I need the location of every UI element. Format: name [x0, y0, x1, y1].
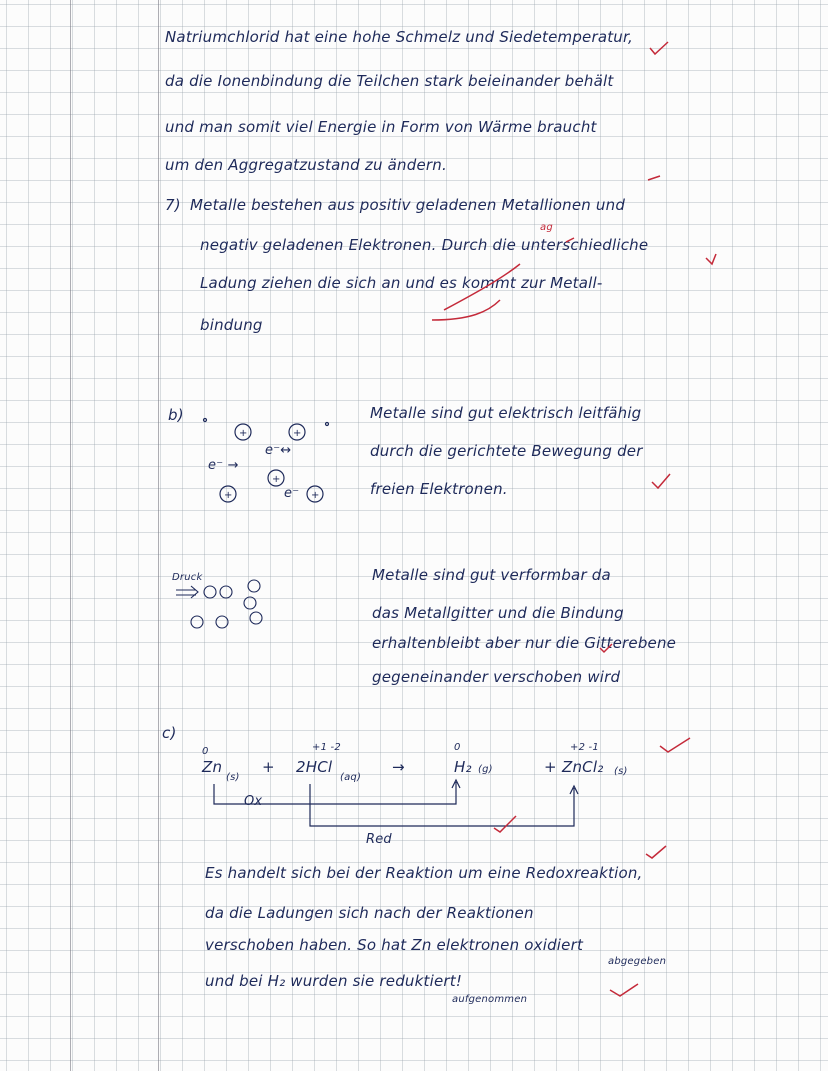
note-aufgenommen: aufgenommen: [452, 994, 528, 1005]
eq-plus-1: +: [262, 758, 275, 776]
eq-zn: Zn: [202, 758, 223, 776]
q7-correction-ag: ag: [540, 222, 553, 233]
b-sketch2-label: Druck: [172, 572, 203, 583]
b-label: b): [168, 406, 184, 424]
q7-line-1: Metalle bestehen aus positiv geladenen Metallionen und: [190, 196, 626, 214]
b-text2-line-3: erhaltenbleibt aber nur die Gitterebene: [372, 634, 677, 652]
eq-h2-state: (g): [478, 764, 493, 775]
b-text1-line-1: Metalle sind gut elektrisch leitfähig: [370, 404, 642, 422]
b-text2-line-4: gegeneinander verschoben wird: [372, 668, 621, 686]
oxnum-h2: 0: [454, 742, 461, 753]
svg-text:+: +: [272, 474, 281, 485]
red-label: Red: [366, 832, 392, 847]
c-text-line-3: verschoben haben. So hat Zn elektronen oxidiert: [205, 936, 584, 954]
metal-ions-sketch-2: [176, 580, 262, 628]
para1-line-1: Natriumchlorid hat eine hohe Schmelz und Siedetemperatur,: [165, 28, 633, 46]
metal-ions-sketch-1: [204, 419, 329, 503]
eq-zn-state: (s): [226, 772, 240, 783]
note-abgegeben: abgegeben: [608, 956, 667, 967]
eq-zncl2: ZnCl₂: [562, 758, 604, 776]
oxnum-zn: 0: [202, 746, 209, 757]
c-text-line-4: und bei H₂ wurden sie reduktiert!: [205, 972, 463, 990]
para1-line-4: um den Aggregatzustand zu ändern.: [165, 156, 447, 174]
eq-hcl: 2HCl: [296, 758, 333, 776]
eq-arrow: →: [392, 758, 405, 776]
eq-hcl-state: (aq): [340, 772, 362, 783]
svg-text:+: +: [239, 428, 248, 439]
c-text-line-1: Es handelt sich bei der Reaktion um eine Redoxreaktion,: [205, 864, 643, 882]
svg-text:+: +: [311, 490, 320, 501]
oxnum-zncl2: +2 -1: [570, 742, 599, 753]
svg-text:+: +: [293, 428, 302, 439]
redox-brackets: [214, 780, 578, 826]
para1-line-2: da die Ionenbindung die Teilchen stark beieinander behält: [165, 72, 614, 90]
oxnum-hcl: +1 -2: [312, 742, 341, 753]
b-sketch-e-arrow: e⁻ →: [208, 458, 239, 473]
b-text1-line-3: freien Elektronen.: [370, 480, 508, 498]
q7-label: 7): [165, 196, 181, 214]
q7-line-3: Ladung ziehen die sich an und es kommt zur Metall-: [200, 274, 603, 292]
eq-h2: H₂: [454, 758, 472, 776]
eq-zncl2-state: (s): [614, 766, 628, 777]
b-sketch-e-swap: e⁻↔: [265, 443, 292, 458]
svg-text:+: +: [224, 490, 233, 501]
b-sketch-e-small: e⁻: [284, 486, 300, 501]
c-text-line-2: da die Ladungen sich nach der Reaktionen: [205, 904, 534, 922]
b-text1-line-2: durch die gerichtete Bewegung der: [370, 442, 643, 460]
q7-line-4: bindung: [200, 316, 263, 334]
para1-line-3: und man somit viel Energie in Form von Wärme braucht: [165, 118, 597, 136]
q7-line-2: negativ geladenen Elektronen. Durch die unterschiedliche: [200, 236, 649, 254]
c-label: c): [162, 724, 177, 742]
b-text2-line-1: Metalle sind gut verformbar da: [372, 566, 611, 584]
eq-plus-2: +: [544, 758, 557, 776]
ox-label: Ox: [244, 794, 263, 809]
b-text2-line-2: das Metallgitter und die Bindung: [372, 604, 624, 622]
correction-marks: [432, 42, 716, 996]
